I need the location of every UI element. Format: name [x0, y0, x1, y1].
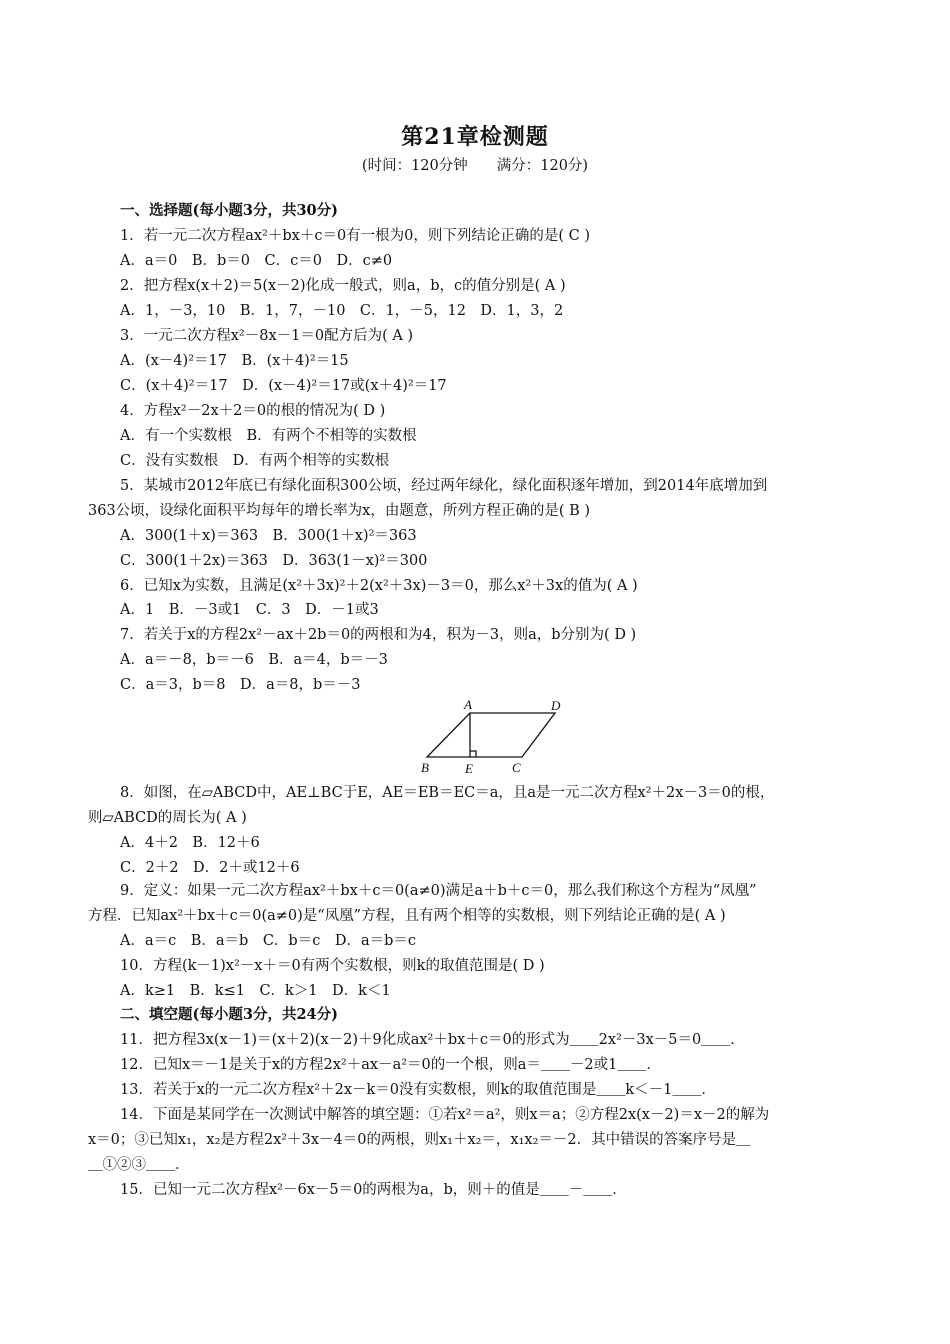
- question-3: 3．一元二次方程x²－8x－1＝0配方后为( A ): [120, 328, 414, 344]
- question-7: 7．若关于x的方程2x²－ax＋2b＝0的两根和为4，积为－3，则a，b分别为( D ): [120, 627, 637, 643]
- label-c: C: [512, 760, 521, 775]
- options-9: A．a＝c B．a＝b C．b＝c D．a＝b＝c: [120, 933, 416, 949]
- question-15: 15．已知一元二次方程x²－6x－5＝0的两根为a，b，则＋的值是＿＿－＿＿．: [120, 1182, 627, 1198]
- section-heading-choice: 一、选择题(每小题3分，共30分): [120, 202, 338, 219]
- options-1: A．a＝0 B．b＝0 C．c＝0 D．c≠0: [120, 253, 393, 269]
- question-2: 2．把方程x(x＋2)＝5(x－2)化成一般式，则a，b，c的值分别是( A ): [120, 278, 566, 294]
- label-d: D: [551, 698, 561, 713]
- label-e: E: [465, 761, 473, 776]
- question-11: 11．把方程3x(x－1)＝(x＋2)(x－2)＋9化成ax²＋bx＋c＝0的形式为＿＿2x²－3x－5＝0＿＿．: [120, 1032, 745, 1048]
- question-12: 12．已知x＝－1是关于x的方程2x²＋ax－a²＝0的一个根，则a＝＿＿－2或1＿＿．: [120, 1057, 661, 1073]
- options-3a: A．(x－4)²＝17 B．(x＋4)²＝15: [120, 353, 349, 369]
- options-3b: C．(x＋4)²＝17 D．(x－4)²＝17或(x＋4)²＝17: [120, 378, 447, 394]
- options-8b: C．2＋2 D．2＋或12＋6: [120, 860, 300, 876]
- question-8-line1: 8．如图，在▱ABCD中，AE⊥BC于E，AE＝EB＝EC＝a，且a是一元二次方程x²＋2x－3＝0的根，: [120, 785, 775, 801]
- options-4b: C．没有实数根 D．有两个相等的实数根: [120, 453, 390, 469]
- section-heading-fill: 二、填空题(每小题3分，共24分): [120, 1006, 338, 1023]
- options-10: A．k≥1 B．k≤1 C．k＞1 D．k＜1: [120, 983, 391, 999]
- question-10: 10．方程(k－1)x²－x＋＝0有两个实数根，则k的取值范围是( D ): [120, 958, 545, 974]
- options-7b: C．a＝3，b＝8 D．a＝8，b＝－3: [120, 677, 361, 693]
- question-1: 1．若一元二次方程ax²＋bx＋c＝0有一根为0，则下列结论正确的是( C ): [120, 228, 591, 244]
- question-14-line1: 14．下面是某同学在一次测试中解答的填空题：①若x²＝a²，则x＝a；②方程2x(x－2)＝x－2的解为: [120, 1107, 770, 1123]
- options-6: A．1 B．－3或1 C．3 D．－1或3: [120, 602, 379, 618]
- label-a: A: [464, 697, 472, 712]
- question-9-line2: 方程．已知ax²＋bx＋c＝0(a≠0)是“凤凰”方程，且有两个相等的实数根，则下列结论正确的是( A ): [88, 908, 726, 924]
- question-14-line3: ＿①②③＿＿．: [88, 1157, 190, 1173]
- question-4: 4．方程x²－2x＋2＝0的根的情况为( D ): [120, 403, 386, 419]
- parallelogram-figure: [418, 697, 568, 779]
- options-4a: A．有一个实数根 B．有两个不相等的实数根: [120, 428, 417, 444]
- options-2: A．1，－3，10 B．1，7，－10 C．1，－5，12 D．1，3，2: [120, 303, 564, 319]
- question-6: 6．已知x为实数，且满足(x²＋3x)²＋2(x²＋3x)－3＝0，那么x²＋3x的值为( A ): [120, 578, 638, 594]
- right-angle-mark: [470, 751, 476, 757]
- question-14-line2: x＝0；③已知x₁，x₂是方程2x²＋3x－4＝0的两根，则x₁＋x₂＝，x₁x₂＝－2．其中错误的答案序号是＿: [88, 1132, 751, 1148]
- options-8a: A．4＋2 B．12＋6: [120, 835, 260, 851]
- question-13: 13．若关于x的一元二次方程x²＋2x－k＝0没有实数根，则k的取值范围是＿＿k＜－1＿＿．: [120, 1082, 716, 1098]
- options-5b: C．300(1＋2x)＝363 D．363(1－x)²＝300: [120, 553, 428, 569]
- question-8-line2: 则▱ABCD的周长为( A ): [88, 810, 247, 826]
- question-5-line2: 363公顷，设绿化面积平均每年的增长率为x，由题意，所列方程正确的是( B ): [88, 503, 591, 519]
- options-5a: A．300(1＋x)＝363 B．300(1＋x)²＝363: [120, 528, 417, 544]
- options-7a: A．a＝－8，b＝－6 B．a＝4，b＝－3: [120, 652, 388, 668]
- label-b: B: [421, 760, 429, 775]
- page-title: 第21章检测题: [401, 124, 549, 150]
- question-9-line1: 9．定义：如果一元二次方程ax²＋bx＋c＝0(a≠0)满足a＋b＋c＝0，那么我们称这个方程为“凤凰”: [120, 883, 757, 899]
- question-5-line1: 5．某城市2012年底已有绿化面积300公顷，经过两年绿化，绿化面积逐年增加，到2014年底增加到: [120, 478, 768, 494]
- exam-time-score: (时间：120分钟 满分：120分): [361, 158, 589, 174]
- parallelogram-abcd: [427, 713, 555, 757]
